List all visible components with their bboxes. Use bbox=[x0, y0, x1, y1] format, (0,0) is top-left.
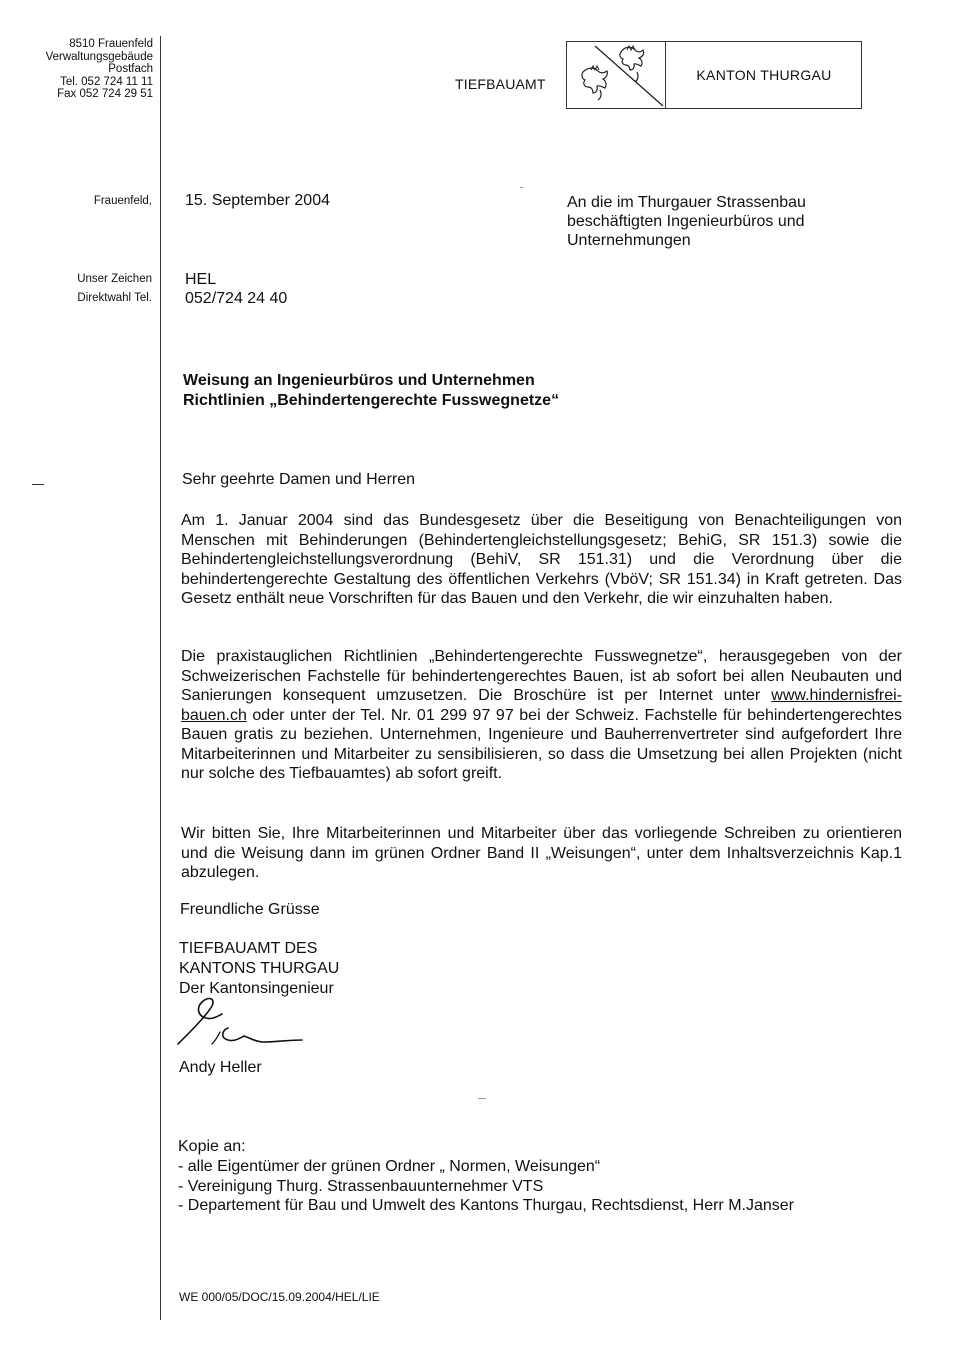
letter-date: 15. September 2004 bbox=[185, 192, 330, 209]
copy-item: - Vereinigung Thurg. Strassenbauunternehmer VTS bbox=[178, 1177, 544, 1195]
recipient-line: beschäftigten Ingenieurbüros und bbox=[567, 213, 805, 231]
signature-line: Der Kantonsingenieur bbox=[179, 979, 334, 997]
body-paragraph-1: Am 1. Januar 2004 sind das Bundesgesetz über die Beseitigung von Benachteiligungen von Menschen mit Behinderungen (Behindertengleichstellungsgesetz; BehiG, SR 151.3) sowie die Behindertengleichstellungsverordnung (BehiV, SR 151.31) und die Verordnung über die behindertengerechte Gestaltung des öffentlichen Verkehrs (VböV; SR 151.34) in Kraft getreten. Das Gesetz enthält neue Vorschriften für das Bauen und den Verkehr, die wir einzuhalten haben. bbox=[181, 512, 902, 607]
recipient-line: An die im Thurgauer Strassenbau bbox=[567, 194, 806, 211]
sender-line: 8510 Frauenfeld bbox=[69, 38, 153, 50]
body-paragraph-3: Wir bitten Sie, Ihre Mitarbeiterinnen und Mitarbeiter über das vorliegende Schreiben zu orientieren und die Weisung dann im grünen Ordner Band II „Weisungen“, unter dem Inhaltsverzeichnis Kap.1 abzulegen. bbox=[181, 825, 902, 881]
signature-line: KANTONS THURGAU bbox=[179, 959, 340, 977]
copy-item: - alle Eigentümer der grünen Ordner „ Normen, Weisungen“ bbox=[178, 1157, 601, 1175]
copy-list bbox=[178, 1137, 794, 1216]
body-paragraph-2 bbox=[181, 647, 902, 784]
sender-line: Postfach bbox=[108, 63, 153, 76]
canton-logo bbox=[566, 41, 862, 109]
reference-phone: 052/724 24 40 bbox=[185, 290, 288, 307]
copy-item: - Departement für Bau und Umwelt des Kantons Thurgau, Rechtsdienst, Herr M.Janser bbox=[178, 1197, 794, 1215]
place-label: Frauenfeld, bbox=[93, 195, 152, 207]
website-link[interactable]: www.hindernisfrei-bauen.ch bbox=[181, 687, 902, 724]
copy-label: Kopie an: bbox=[178, 1138, 246, 1155]
sender-address bbox=[20, 38, 153, 101]
paragraph-text: oder unter der Tel. Nr. 01 299 97 97 bei der Schweiz. Fachstelle für behindertengerechtes Bauen gratis zu beziehen. Unternehmen, Ingenieure und Bauherrenvertreter sind aufgefordert Ihre Mitarbeiterinnen und Mitarbeiter zu sensibilisieren, so dass die Umsetzung bei allen Projekten (nicht nur solche des Tiefbauamtes) ab sofort greift. bbox=[181, 706, 902, 782]
signer-name: Andy Heller bbox=[179, 1059, 262, 1076]
scan-speck bbox=[520, 187, 523, 188]
signature-line: TIEFBAUAMT DES bbox=[179, 940, 318, 957]
closing: Freundliche Grüsse bbox=[180, 901, 320, 918]
department-name: TIEFBAUAMT bbox=[455, 76, 546, 92]
subject-line: Weisung an Ingenieurbüros und Unternehmen bbox=[183, 372, 535, 389]
reference-phone-label: Direktwahl Tel. bbox=[77, 292, 152, 304]
subject-line: Richtlinien „Behindertengerechte Fusswegnetze“ bbox=[183, 391, 560, 409]
canton-name: KANTON THURGAU bbox=[696, 67, 832, 83]
salutation: Sehr geehrte Damen und Herren bbox=[182, 471, 416, 488]
margin-rule bbox=[160, 36, 161, 1320]
sender-line: Fax 052 724 29 51 bbox=[57, 88, 153, 101]
footer-reference: WE 000/05/DOC/15.09.2004/HEL/LIE bbox=[179, 1290, 380, 1304]
reference-sign: HEL bbox=[185, 271, 217, 288]
sender-line: Tel. 052 724 11 11 bbox=[60, 75, 153, 88]
thurgau-crest-icon bbox=[567, 42, 666, 108]
scan-speck bbox=[478, 1098, 486, 1099]
fold-mark bbox=[32, 484, 44, 485]
recipient-line: Unternehmungen bbox=[567, 232, 691, 250]
recipient-address bbox=[567, 193, 806, 251]
handwritten-signature bbox=[172, 994, 312, 1059]
paragraph-text: Die praxistauglichen Richtlinien „Behindertengerechte Fusswegnetze“, herausgegeben von der Schweizerischen Fachstelle für behindertengerechtes Bauen, ist ab sofort bei allen Neubauten und Sanierungen konsequent umzusetzen. Die Broschüre ist per Internet unter bbox=[181, 648, 902, 704]
letter-subject bbox=[183, 371, 559, 410]
sender-line: Verwaltungsgebäude bbox=[45, 50, 153, 63]
reference-sign-label: Unser Zeichen bbox=[77, 273, 152, 285]
signature-block bbox=[179, 939, 339, 998]
